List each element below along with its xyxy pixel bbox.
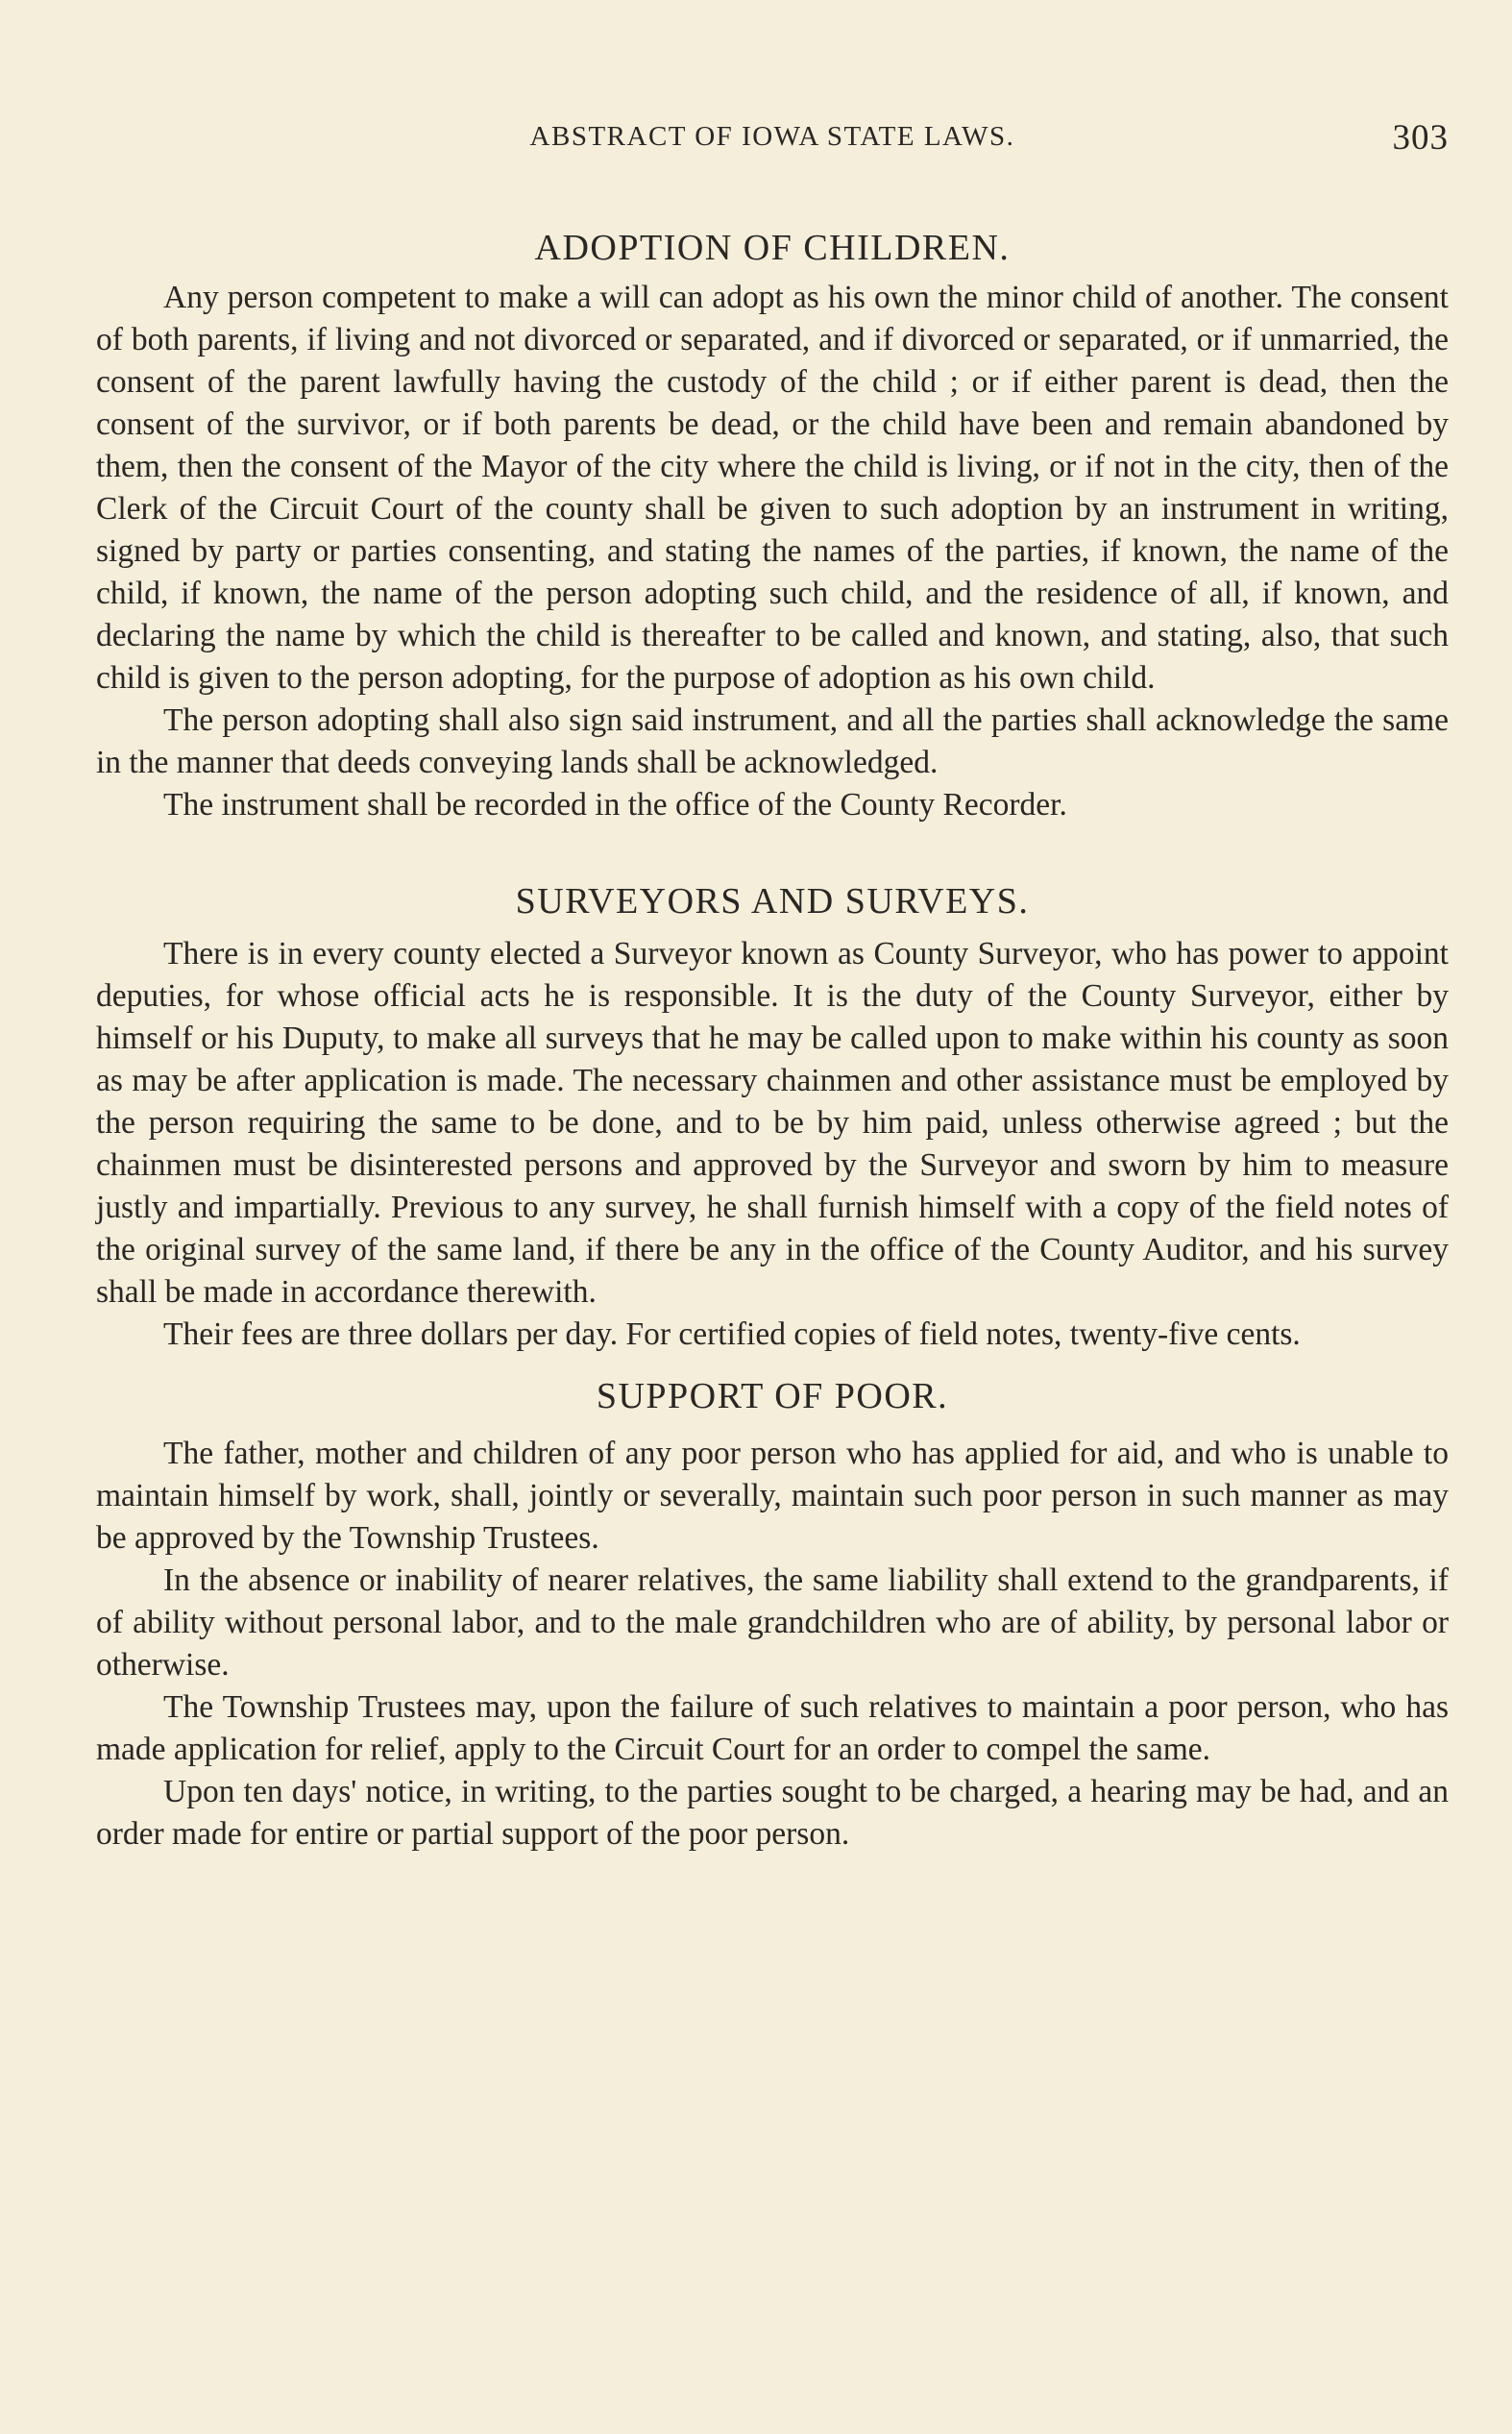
paragraph: The person adopting shall also sign said instrument, and all the parties shall acknowledge the same in the manner that deeds conveying lands shall be acknowledged.	[96, 701, 1449, 780]
section-title: SUPPORT OF POOR.	[596, 1376, 949, 1417]
paragraph: The father, mother and children of any poor person who has applied for aid, and who is unable to maintain himself by work, shall, jointly or severally, maintain such poor person in such manner as may be approved by the Township Trustees.	[96, 1435, 1449, 1556]
paragraph: Their fees are three dollars per day. For certified copies of field notes, twenty-five cents.	[163, 1316, 1301, 1353]
paragraph: In the absence or inability of nearer relatives, the same liability shall extend to the grandparents, if of ability without personal labor, and to the male grandchildren who are of ability, by personal labor or otherwise.	[96, 1561, 1449, 1683]
section-surveyors-and-surveys	[96, 880, 1449, 1357]
section-title: ADOPTION OF CHILDREN.	[534, 228, 1011, 268]
section-title: SURVEYORS AND SURVEYS.	[515, 880, 1030, 922]
paragraph: Upon ten days' notice, in writing, to the parties sought to be charged, a hearing may be had, and an order made for entire or partial support of the poor person.	[96, 1773, 1449, 1852]
page-number: 303	[1392, 118, 1449, 158]
running-head	[96, 117, 1449, 160]
paragraph: There is in every county elected a Surveyor known as County Surveyor, who has power to appoint deputies, for whose official acts he is responsible. It is the duty of the County Surveyor, either by himself or his Duputy, to make all surveys that he may be called upon to make within his county as soon as may be after application is made. The necessary chainmen and other assistance must be employed by the person requiring the same to be done, and to be by him paid, unless otherwise agreed ; but the chainmen must be disinterested persons and approved by the Surveyor and sworn by him to measure justly and impartially. Previous to any survey, he shall furnish himself with a copy of the field notes of the original survey of the same land, if there be any in the office of the County Auditor, and his survey shall be made in accordance therewith.	[96, 936, 1449, 1311]
paragraph: Any person competent to make a will can adopt as his own the minor child of another. The consent of both parents, if living and not divorced or separated, and if divorced or separated, or if unmarried, the consent of the parent lawfully having the custody of the child ; or if either parent is dead, then the consent of the survivor, or if both parents be dead, or the child have been and remain abandoned by them, then the consent of the Mayor of the city where the child is living, or if not in the city, then of the Clerk of the Circuit Court of the county shall be given to such adoption by an instrument in writing, signed by party or parties consenting, and stating the names of the parties, if known, the name of the child, if known, the name of the person adopting such child, and the residence of all, if known, and declaring the name by which the child is thereafter to be called and known, and stating, also, that such child is given to the person adopting, for the purpose of adoption as his own child.	[96, 279, 1449, 696]
page-content	[96, 213, 1449, 1856]
paragraph: The Township Trustees may, upon the failure of such relatives to maintain a poor person, who has made application for relief, apply to the Circuit Court for an order to compel the same.	[96, 1688, 1449, 1767]
section-adoption-of-children	[96, 227, 1449, 826]
running-title: ABSTRACT OF IOWA STATE LAWS.	[529, 121, 1015, 152]
paragraph: The instrument shall be recorded in the office of the County Recorder.	[163, 786, 1067, 823]
section-support-of-poor	[96, 1375, 1449, 1856]
